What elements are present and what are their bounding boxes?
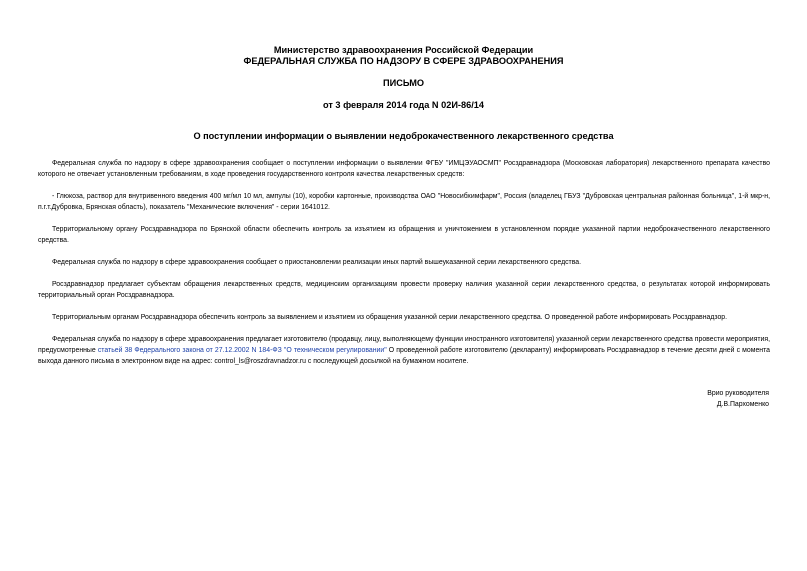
document-date-number: от 3 февраля 2014 года N 02И-86/14 [323,100,484,110]
paragraph-suspension: Федеральная служба по надзору в сфере здравоохранения сообщает о приостановлении реализации иных партий вышеуказанной серии лекарственного средства. [52,259,582,266]
signature-block [707,388,769,410]
paragraph-inspection: Росздравнадзор предлагает субъектам обращения лекарственных средств, медицинским организациям провести проверку наличия указанной серии лекарственного средства, о результатах которой информировать территориальный орган Росздравнадзора. [38,281,770,299]
document-body [38,158,770,378]
header-spacer [0,67,807,78]
paragraph-manufacturer [38,334,770,367]
paragraph-manufacturer-text-end: О проведенной работе изготовителю (декларанту) информировать Росздравнадзор в течение десяти дней с момента выхода данного письма в электронном виде на адрес: control_ls@roszdravnadzor.ru с последующей досылкой на бумажном носителе. [38,347,770,365]
document-title: О поступлении информации о выявлении недоброкачественного лекарственного средства [193,131,614,141]
paragraph-territorial-control: Территориальному органу Росздравнадзора по Брянской области обеспечить контроль за изъятием из обращения и уничтожением в установленном порядке указанной партии недоброкачественного лекарственного средства. [38,226,770,244]
law-link[interactable]: статьей 38 Федерального закона от 27.12.2002 N 184-ФЗ "О техническом регулировании" [97,347,387,354]
signatory-position: Врио руководителя [707,390,769,397]
header-spacer [0,89,807,100]
ministry-name: Министерство здравоохранения Российской Федерации [273,45,534,55]
paragraph-product: - Глюкоза, раствор для внутривенного введения 400 мг/мл 10 мл, ампулы (10), коробки картонные, производства ОАО "Новосибхимфарм", Россия (владелец ГБУЗ "Дубровская центральная районная больница", 1-й мкр-н, п.г.т.Дубровка, Брянская область), показатель "Механические включения" - серии 1641012. [38,193,770,211]
paragraph-manufacturer-text-start: Федеральная служба по надзору в сфере здравоохранения предлагает изготовителю (продавцу, лицу, выполняющему функции иностранного изготовителя) указанной серии лекарственного средства провести мероприятия, предусмотренные [38,336,770,354]
signatory-name: Д.В.Пархоменко [716,401,769,408]
document-header [0,45,807,111]
paragraph-territorial-bodies: Территориальным органам Росздравнадзора обеспечить контроль за выявлением и изъятием из обращения указанной серии лекарственного средства. О проведенной работе информировать Росздравнадзор. [52,314,728,321]
service-name: ФЕДЕРАЛЬНАЯ СЛУЖБА ПО НАДЗОРУ В СФЕРЕ ЗДРАВООХРАНЕНИЯ [243,56,564,66]
document-type: ПИСЬМО [382,78,425,88]
paragraph-notification: Федеральная служба по надзору в сфере здравоохранения сообщает о поступлении информации о выявлении ФГБУ "ИМЦЭУАОСМП" Росздравнадзора (Московская лаборатория) лекарственного препарата качество которого не отвечает установленным требованиям, в ходе проведения государственного контроля качества лекарственных средств: [38,160,770,178]
